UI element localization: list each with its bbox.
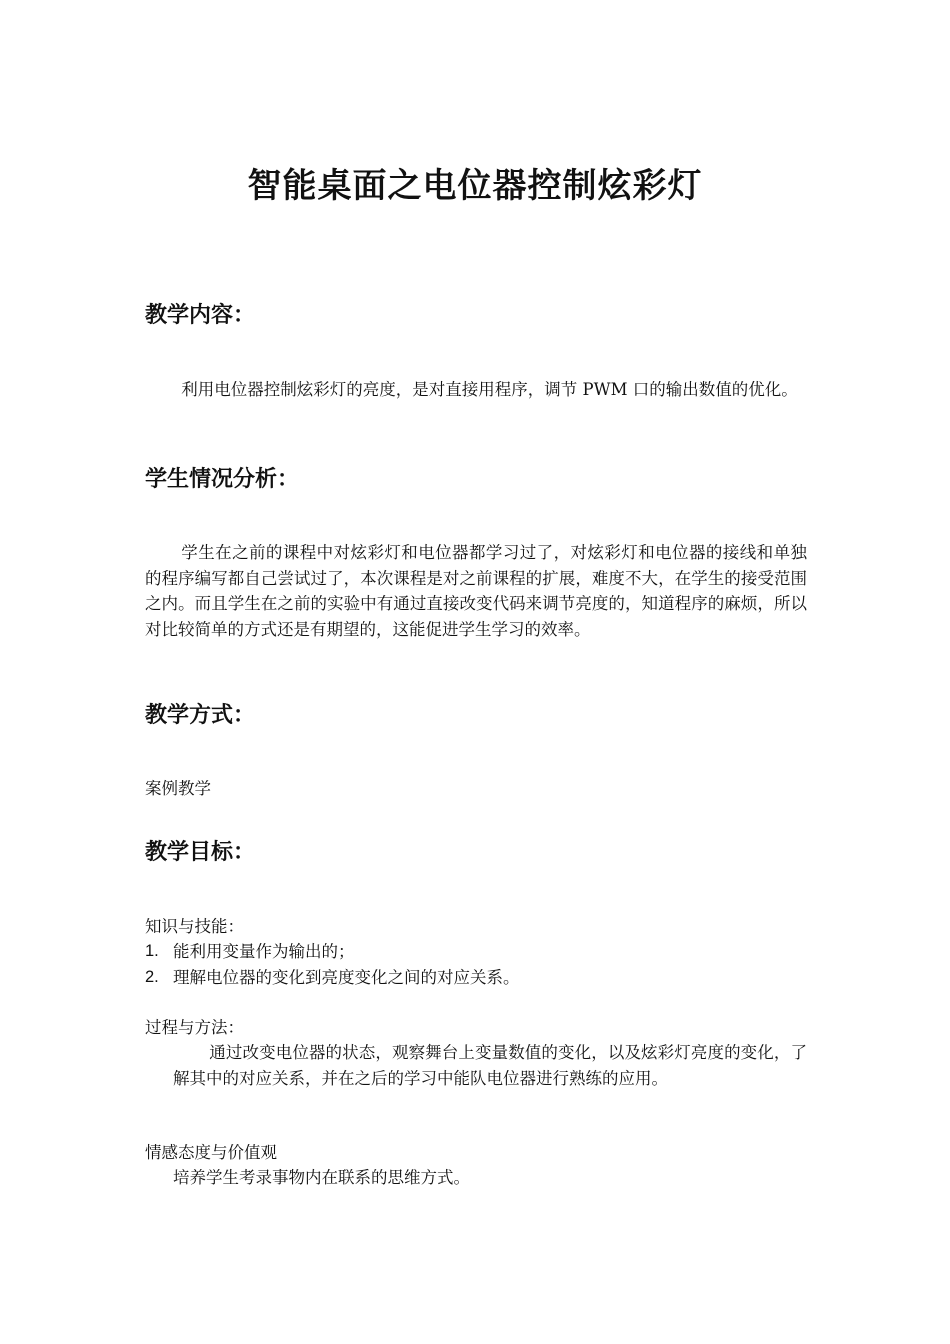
paragraph-student-analysis: 学生在之前的课程中对炫彩灯和电位器都学习过了，对炫彩灯和电位器的接线和单独的程序编写都自己尝试过了，本次课程是对之前课程的扩展，难度不大，在学生的接受范围之内。而且学生在之前的实验中有通过直接改变代码来调节亮度的，知道程序的麻烦，所以对比较简单的方式还是有期望的，这能促进学生学习的效率。: [145, 543, 807, 639]
heading-teaching-content: 教学内容：: [145, 303, 256, 328]
paragraph-teaching-method: 案例教学: [145, 779, 211, 798]
paragraph-emotion-values: 培养学生考录事物内在联系的思维方式。: [173, 1168, 470, 1187]
heading-student-analysis: 学生情况分析：: [145, 467, 300, 492]
label-emotion-values: 情感态度与价值观: [145, 1143, 277, 1162]
document-title: 智能桌面之电位器控制炫彩灯: [247, 166, 703, 206]
list-number: 2.: [145, 967, 159, 986]
label-process-methods: 过程与方法：: [145, 1018, 244, 1037]
paragraph-teaching-content: 利用电位器控制炫彩灯的亮度，是对直接用程序，调节 PWM 口的输出数值的优化。: [181, 380, 798, 399]
knowledge-list: [145, 939, 520, 990]
heading-teaching-goals: 教学目标：: [145, 840, 256, 865]
list-text: 理解电位器的变化到亮度变化之间的对应关系。: [173, 967, 520, 987]
paragraph-process-methods: 通过改变电位器的状态，观察舞台上变量数值的变化，以及炫彩灯亮度的变化，了解其中的对应关系，并在之后的学习中能队电位器进行熟练的应用。: [173, 1043, 807, 1088]
list-item: [145, 939, 520, 965]
label-knowledge-skills: 知识与技能：: [145, 917, 244, 936]
list-text: 能利用变量作为输出的；: [173, 942, 355, 961]
heading-teaching-method: 教学方式：: [145, 703, 256, 728]
list-item: [145, 965, 520, 991]
list-number: 1.: [145, 942, 159, 960]
